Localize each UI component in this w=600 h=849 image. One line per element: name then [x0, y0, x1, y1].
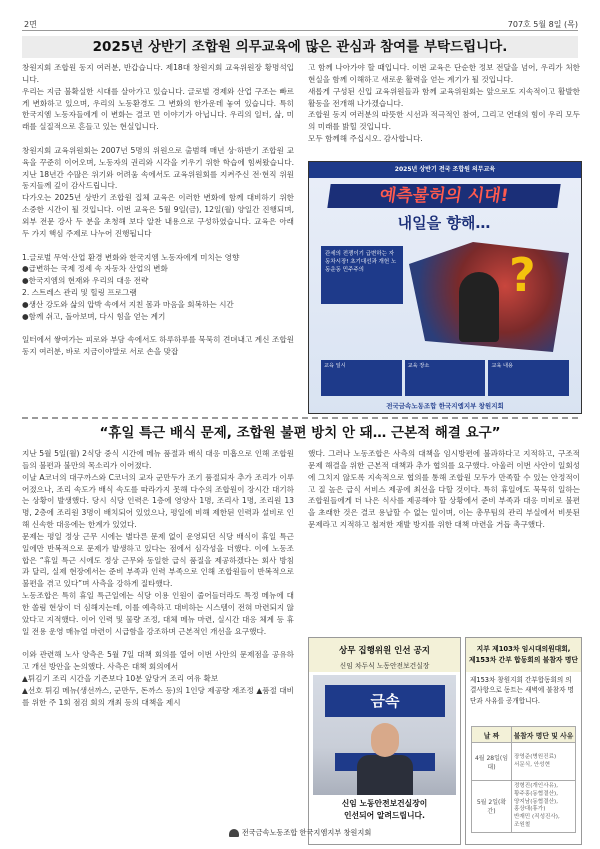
footer-text: 전국금속노동조합 한국지엠지부 창원지회 — [241, 828, 372, 837]
paragraph: 노동조합은 특히 휴일 특근일에는 식당 이용 인원이 줄어들더라도 특정 메뉴에 대한 쏠림 현상이 더 심해지는데, 이를 예측하고 대비하는 시스템이 전혀 마련되지 않았다고 지적했다. 이어 인력 및 물량 조정, 대체 메뉴 마련, 실시간 대응 체계 등 휴일 전용 운영 매뉴얼 마련이 시급함을 강조하며 근본적인 개선을 요구했다. — [22, 591, 294, 636]
poster-info-date: 교육 일시 — [321, 360, 402, 396]
issue-date: 707호 5월 8일 (목) — [507, 20, 578, 29]
paragraph: 새롭게 구성된 신입 교육위원들과 함께 교육위원회는 앞으로도 지속적이고 활발한 활동을 전개해 나가겠습니다. — [308, 86, 580, 108]
table-header-names: 불참자 명단 및 사유 — [512, 727, 576, 743]
article2-title: “휴일 특근 배식 문제, 조합원 불편 방치 안 돼… 근본적 해결 요구” — [99, 425, 501, 441]
question-mark-icon: ? — [509, 248, 536, 302]
caption-line-2: 인선되어 알려드립니다. — [344, 811, 425, 820]
person-body — [357, 755, 413, 795]
appointment-title: 상무 집행위원 인선 공지 — [339, 646, 430, 656]
absentee-header-line-1: 지부 제103차 임시대의원대회, — [476, 645, 571, 653]
paragraph: 이날 A코너의 대구까스와 C코너의 교자 군만두가 조기 품절되자 추가 조리가 이루어졌으나, 조리 속도가 배식 속도를 따라가지 못해 다수의 조합원이 장시간 대기하는 상황이 발생했다. 당시 식당 인력은 1층에 영양사 1명, 조리사 1명, 조리원 13명, 2층에 조리원 3명이 배치되어 있었으나, 평일에 비해 제한된 인력과 설비로 인해 신속한 대응에는 한계가 있었다. — [22, 472, 294, 530]
poster-topics: 관세의 전쟁이기 급변하는 자동차시장! 초기대선과 개헌 노동운동 민주주의 — [321, 246, 403, 304]
section-divider — [22, 417, 578, 419]
paragraph: ●함께 쉬고, 돌아보며, 다시 힘을 얻는 계기 — [22, 311, 166, 321]
poster-info-content: 교육 내용 — [488, 360, 569, 396]
row-date: 4월 28일(임대) — [472, 743, 512, 781]
table-row — [472, 743, 576, 781]
caption-line-1: 신임 노동안전보건실장이 — [341, 799, 428, 808]
absentee-header — [466, 638, 581, 672]
paragraph: ▲선호 튀김 메뉴(생선까스, 군만두, 돈까스 등)의 1인당 제공량 재조정 ▲품절 대비를 위한 주 1회 점검 회의 개최 등의 대책을 제시 — [22, 685, 294, 707]
appointment-subtitle: 신임 차두식 노동안전보건실장 — [339, 662, 430, 670]
appointment-notice — [308, 637, 461, 845]
paragraph: 창원지회 조합원 동지 여러분, 반갑습니다. 제18대 창원지회 교육위원장 황명석입니다. — [22, 63, 294, 84]
poster-info-place: 교육 장소 — [405, 360, 486, 396]
paragraph: 2. 스트레스 관리 및 힐링 프로그램 — [22, 288, 137, 298]
paragraph: 문제는 평일 정상 근무 시에는 별다른 문제 없이 운영되던 식당 배식이 휴일 특근 일에만 반복적으로 문제가 발생하고 있다는 점에서 심각성을 더했다. 이에 노동조합은 “휴일 특근 시에도 정상 근무와 동일한 급식 품질을 제공하겠다는 회사 방침과 달리, 실제 현장에서는 준비 부족과 인력 부족으로 인해 조합원들이 반복적으로 불편을 겪고 있다”며 사측을 강하게 질타했다. — [22, 531, 294, 589]
paragraph-gap — [22, 638, 294, 650]
education-poster — [308, 161, 582, 414]
union-logo-icon — [229, 829, 239, 837]
row-date: 5월 2일(확간) — [472, 781, 512, 833]
appointment-caption — [309, 798, 460, 822]
paragraph: ●급변하는 국제 정세 속 자동차 산업의 변화 — [22, 264, 168, 274]
absentee-description: 제153차 창원지회 간부합동회의 의결사항으로 동트는 새벽에 불참자 명단과 사유를 공개합니다. — [470, 676, 574, 705]
article1-left-column — [22, 62, 294, 416]
paragraph: 다가오는 2025년 상반기 조합원 집체 교육은 이러한 변화에 함께 대비하기 위한 소중한 시간이 될 것입니다. 이번 교육은 5월 9일(금), 12일(월) 양일간 진행되며, 외부 전문 강사 두 분을 초청해 보다 알찬 내용으로 구성하였습니다. 교육은 아래 두 가지 핵심 주제로 나누어 진행됩니다 — [22, 193, 294, 238]
silhouette-icon — [459, 272, 499, 342]
union-flag: 금속 — [325, 685, 445, 717]
appointee-photo — [313, 675, 456, 795]
absentee-header-line-2: 제153차 간부 합동회의 불참자 명단 — [468, 656, 578, 664]
paragraph: 모두 함께해 주십시오. 감사합니다. — [308, 134, 423, 144]
article1-right-column — [308, 62, 580, 158]
paragraph: 지난 5월 5일(월) 2식당 중식 시간에 메뉴 품절과 배식 대응 미흡으로 인해 조합원들의 불편과 불만의 목소리가 이어졌다. — [22, 449, 294, 470]
paragraph: 일터에서 쌓여가는 피로와 부담 속에서도 하루하루를 묵묵히 견뎌내고 계신 조합원 동지 여러분, 바로 지금이야말로 서로 손을 맞잡 — [22, 335, 294, 357]
poster-banner: 2025년 상반기 전국 조합원 의무교육 — [309, 162, 581, 178]
table-header-date: 날 짜 — [472, 727, 512, 743]
table-row — [472, 781, 576, 833]
article1-title: 2025년 상반기 조합원 의무교육에 많은 관심과 참여를 부탁드립니다. — [22, 36, 578, 58]
paragraph: 이와 관련해 노사 양측은 5월 7일 대책 회의를 열어 이번 사안의 문제점을 공유하고 개선 방안을 논의했다. 사측은 대책 회의에서 — [22, 650, 294, 672]
poster-footer: 전국금속노동조합 한국지엠지부 창원지회 — [386, 402, 504, 410]
paragraph: 1.글로벌 무역·산업 환경 변화와 한국지엠 노동자에게 미치는 영향 — [22, 252, 240, 262]
person-head — [371, 723, 399, 757]
row-names: 정형진(개인사유), 황주홍(동협결산), 양지남(동협결산), 홍상대(휴가) 반재민 (직성진사), 조원철 — [512, 781, 576, 833]
appointment-header — [309, 638, 460, 672]
header-divider — [22, 30, 578, 31]
paragraph: 고 함께 나아가야 할 때입니다. 이번 교육은 단순한 정보 전달을 넘어, 우리가 처한 현실을 함께 이해하고 새로운 활력을 얻는 계기가 될 것입니다. — [308, 63, 580, 84]
poster-info-row — [321, 360, 569, 396]
footer — [0, 828, 600, 838]
paragraph: 우리는 지금 불확실한 시대를 살아가고 있습니다. 글로벌 경제와 산업 구조는 빠르게 변화하고 있으며, 우리의 노동환경도 그 변화의 한가운데 놓여 있습니다. 특히 한국지엠 노동자들에게 이 변화는 결코 먼 이야기가 아닙니다. 우리의 일터, 삶, 미래를 실질적으로 흔들고 있는 현실입니다. — [22, 86, 294, 132]
paragraph-gap — [22, 323, 294, 335]
absentee-table — [471, 726, 576, 833]
absentee-notice — [465, 637, 582, 845]
poster-subslogan: 내일을 향해… — [397, 214, 491, 232]
paragraph-gap — [22, 240, 294, 252]
row-names: 장영준(병원진료) 서문식, 안성현 — [512, 743, 576, 781]
paragraph: 창원지회 교육위원회는 2007년 5명의 위원으로 출범해 매년 상·하반기 조합원 교육을 꾸준히 이어오며, 노동자의 권리와 시각을 키우기 위한 학습에 힘써왔습니다. 지난 18년간 수많은 위기와 어려움 속에서도 교육위원회를 지켜주신 전·현직 위원 동지들께 깊이 감사드립니다. — [22, 145, 294, 191]
paragraph: 조합원 동지 여러분의 따뜻한 시선과 적극적인 참여, 그리고 연대의 힘이 우리 모두의 미래를 밝힐 것입니다. — [308, 110, 580, 132]
paragraph: 했다. 그러나 노동조합은 사측의 대책을 임시방편에 불과하다고 지적하고, 구조적 문제 해결을 위한 근본적 대책과 추가 협의를 요구했다. 아울러 이번 사안이 일회성에 그치지 않도록 지속적으로 협의를 통해 조합원 모두가 만족할 수 있는 안정적이고 질 높은 급식 서비스 제공에 최선을 다할 것이다. 특히 휴일에도 묵묵히 일하는 조합원들에게 더 나은 식사를 제공해야 할 상황에서 준비 부족과 대응 미비로 불편을 초래한 것은 결코 용납할 수 없는 일이며, 이는 총무팀의 관리 부실에서 비롯된 문제라고 지적하고 철저한 재발 방지를 위한 대책 마련을 거듭 촉구했다. — [308, 449, 580, 530]
paragraph: ●한국지엠의 현재와 우리의 대응 전략 — [22, 276, 149, 286]
article2-right-column — [308, 448, 580, 634]
paragraph-gap — [22, 133, 294, 145]
paragraph: ●생산 강도와 삶의 압박 속에서 지친 몸과 마음을 회복하는 시간 — [22, 299, 234, 309]
page-number: 2면 — [24, 20, 37, 29]
article2-left-column — [22, 448, 294, 826]
paragraph: ▲튀김기 조리 시간을 기존보다 10분 앞당겨 조리 여유 확보 — [22, 674, 219, 684]
poster-slogan: 예측불허의 시대! — [327, 184, 560, 208]
